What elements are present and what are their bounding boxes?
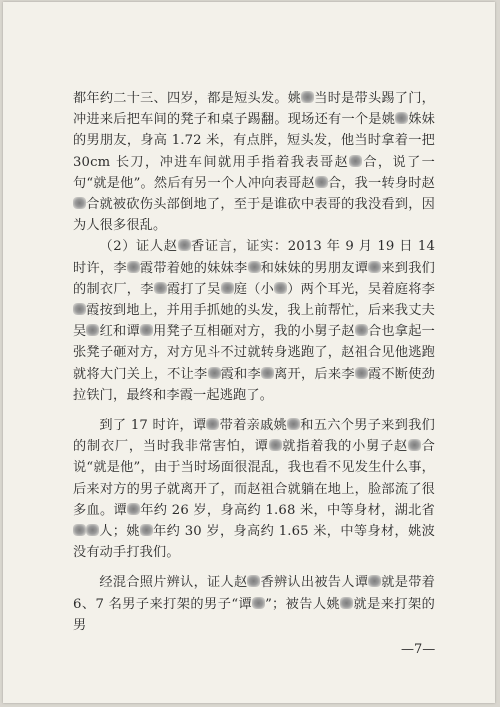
redaction-mark xyxy=(73,197,86,209)
body-text xyxy=(73,88,435,636)
page-number: —7— xyxy=(401,642,436,657)
redaction-mark xyxy=(248,261,261,273)
paragraph-2: （2）证人赵 香证言，证实：2013 年 9 月 19 日 14 时许，李 霞带着她的妹妹李 和妹妹的男朋友谭 来到我们的制衣厂，李 霞打了吴 庭（小 ）两个耳光，吴着庭将李霞按到地上，并用手抓她的头发，我上前帮忙，后来我丈夫吴 红和谭 用凳子互相砸对方，我的小舅子赵 合也拿起一张凳子砸对方，对方见斗不过就转身逃跑了，赵祖合见他逃跑就将大门关上，不让李 霞和李 离开，后来李 霞不断使劲拉铁门，最终和李霞一起逃跑了。 xyxy=(73,239,436,403)
redaction-mark xyxy=(274,282,287,294)
redaction-mark xyxy=(140,324,153,336)
redaction-mark xyxy=(261,367,274,379)
redaction-mark xyxy=(315,176,328,188)
redaction-mark xyxy=(154,282,167,294)
redaction-mark xyxy=(395,112,408,124)
redaction-mark xyxy=(140,524,153,536)
redaction-mark xyxy=(221,282,234,294)
redaction-mark xyxy=(368,261,381,273)
redaction-mark xyxy=(368,575,381,587)
redaction-mark xyxy=(178,239,191,251)
paragraph-1: 都年约二十三、四岁，都是短头发。姚 当时是带头踢了门，冲进来后把车间的凳子和桌子踢翻。现场还有一个是姚 姝妹的男朋友，身高 1.72 米，有点胖，短头发，他当时拿着一把 30cm 长刀，冲进车间就用手指着我表哥赵 合，说了一句“就是他”。然后有另一个人冲向表哥赵 合，我一转身时赵合就被砍伤头部倒地了，至于是谁砍中表哥的我没看到，因为人很多很乱。 xyxy=(73,91,436,234)
redaction-mark xyxy=(127,503,140,515)
redaction-mark xyxy=(86,324,99,336)
redaction-mark xyxy=(206,418,219,430)
redaction-mark xyxy=(355,324,368,336)
redaction-mark xyxy=(287,418,300,430)
redaction-mark xyxy=(73,303,86,315)
paragraph-3: 到了 17 时许，谭 带着亲戚姚 和五六个男子来到我们的制衣厂，当时我非常害怕，谭 就指着我的小舅子赵 合说“就是他”，由于当时场面很混乱，我也看不见发生什么事，后来对方的男子就离开了，而赵祖合就躺在地上，脸部流了很多血。谭 年约 26 岁，身高约 1.68 米，中等身材，湖北省人；姚 年约 30 岁，身高约 1.65 米，中等身材，姚波没有动手打我们。 xyxy=(73,418,435,561)
redaction-mark xyxy=(269,439,282,451)
redaction-mark xyxy=(252,597,265,609)
redaction-mark xyxy=(208,367,221,379)
redaction-mark xyxy=(408,439,421,451)
redaction-mark xyxy=(73,524,86,536)
paragraph-4: 经混合照片辨认，证人赵 香辨认出被告人谭 就是带着 6、7 名男子来打架的男子“谭 ”；被告人姚 就是来打架的男 xyxy=(73,575,435,633)
redaction-mark xyxy=(86,524,99,536)
redaction-mark xyxy=(127,261,140,273)
redaction-mark xyxy=(349,155,362,167)
redaction-mark xyxy=(340,597,353,609)
redaction-mark xyxy=(247,575,260,587)
redaction-mark xyxy=(301,91,314,103)
document-page xyxy=(3,2,495,703)
redaction-mark xyxy=(355,367,368,379)
